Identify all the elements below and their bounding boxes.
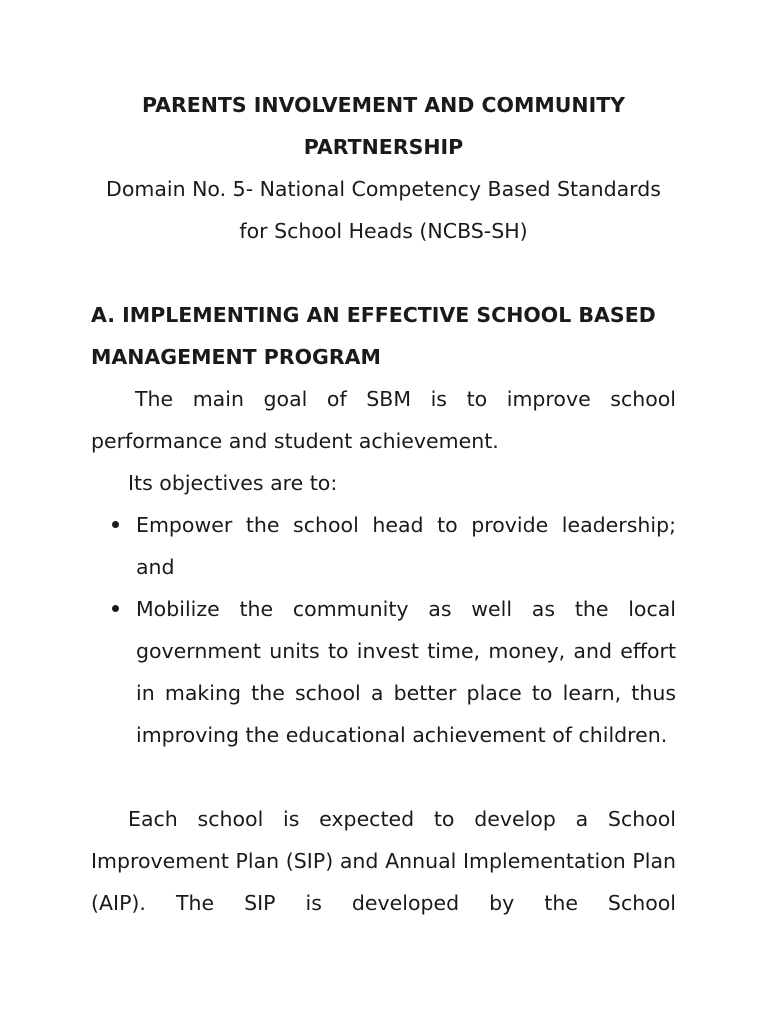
bullet-icon (112, 521, 119, 528)
list-item (91, 588, 676, 756)
document-subtitle: Domain No. 5- National Competency Based Standards for School Heads (NCBS-SH) (106, 177, 661, 243)
document-title-line1: PARENTS INVOLVEMENT AND COMMUNITY (141, 93, 626, 117)
bullet-icon (112, 605, 119, 612)
objectives-list (91, 504, 676, 756)
section-heading: A. IMPLEMENTING AN EFFECTIVE SCHOOL BASED MANAGEMENT PROGRAM (91, 303, 656, 369)
paragraph-spacer (91, 756, 676, 798)
list-item (91, 504, 676, 588)
paragraph-sip: Each school is expected to develop a School Improvement Plan (SIP) and Annual Implementation Plan (AIP). The SIP is developed by the School (91, 807, 676, 915)
list-item-text: Mobilize the community as well as the local government units to invest time, money, and effort in making the school a better place to learn, thus improving the educational achievement of children. (136, 597, 676, 747)
paragraph-goal: The main goal of SBM is to improve school performance and student achievement. (91, 387, 676, 453)
document-title-line2: PARTNERSHIP (303, 135, 464, 159)
objectives-intro: Its objectives are to: (128, 471, 338, 495)
list-item-text: Empower the school head to provide leadership; and (136, 513, 676, 579)
